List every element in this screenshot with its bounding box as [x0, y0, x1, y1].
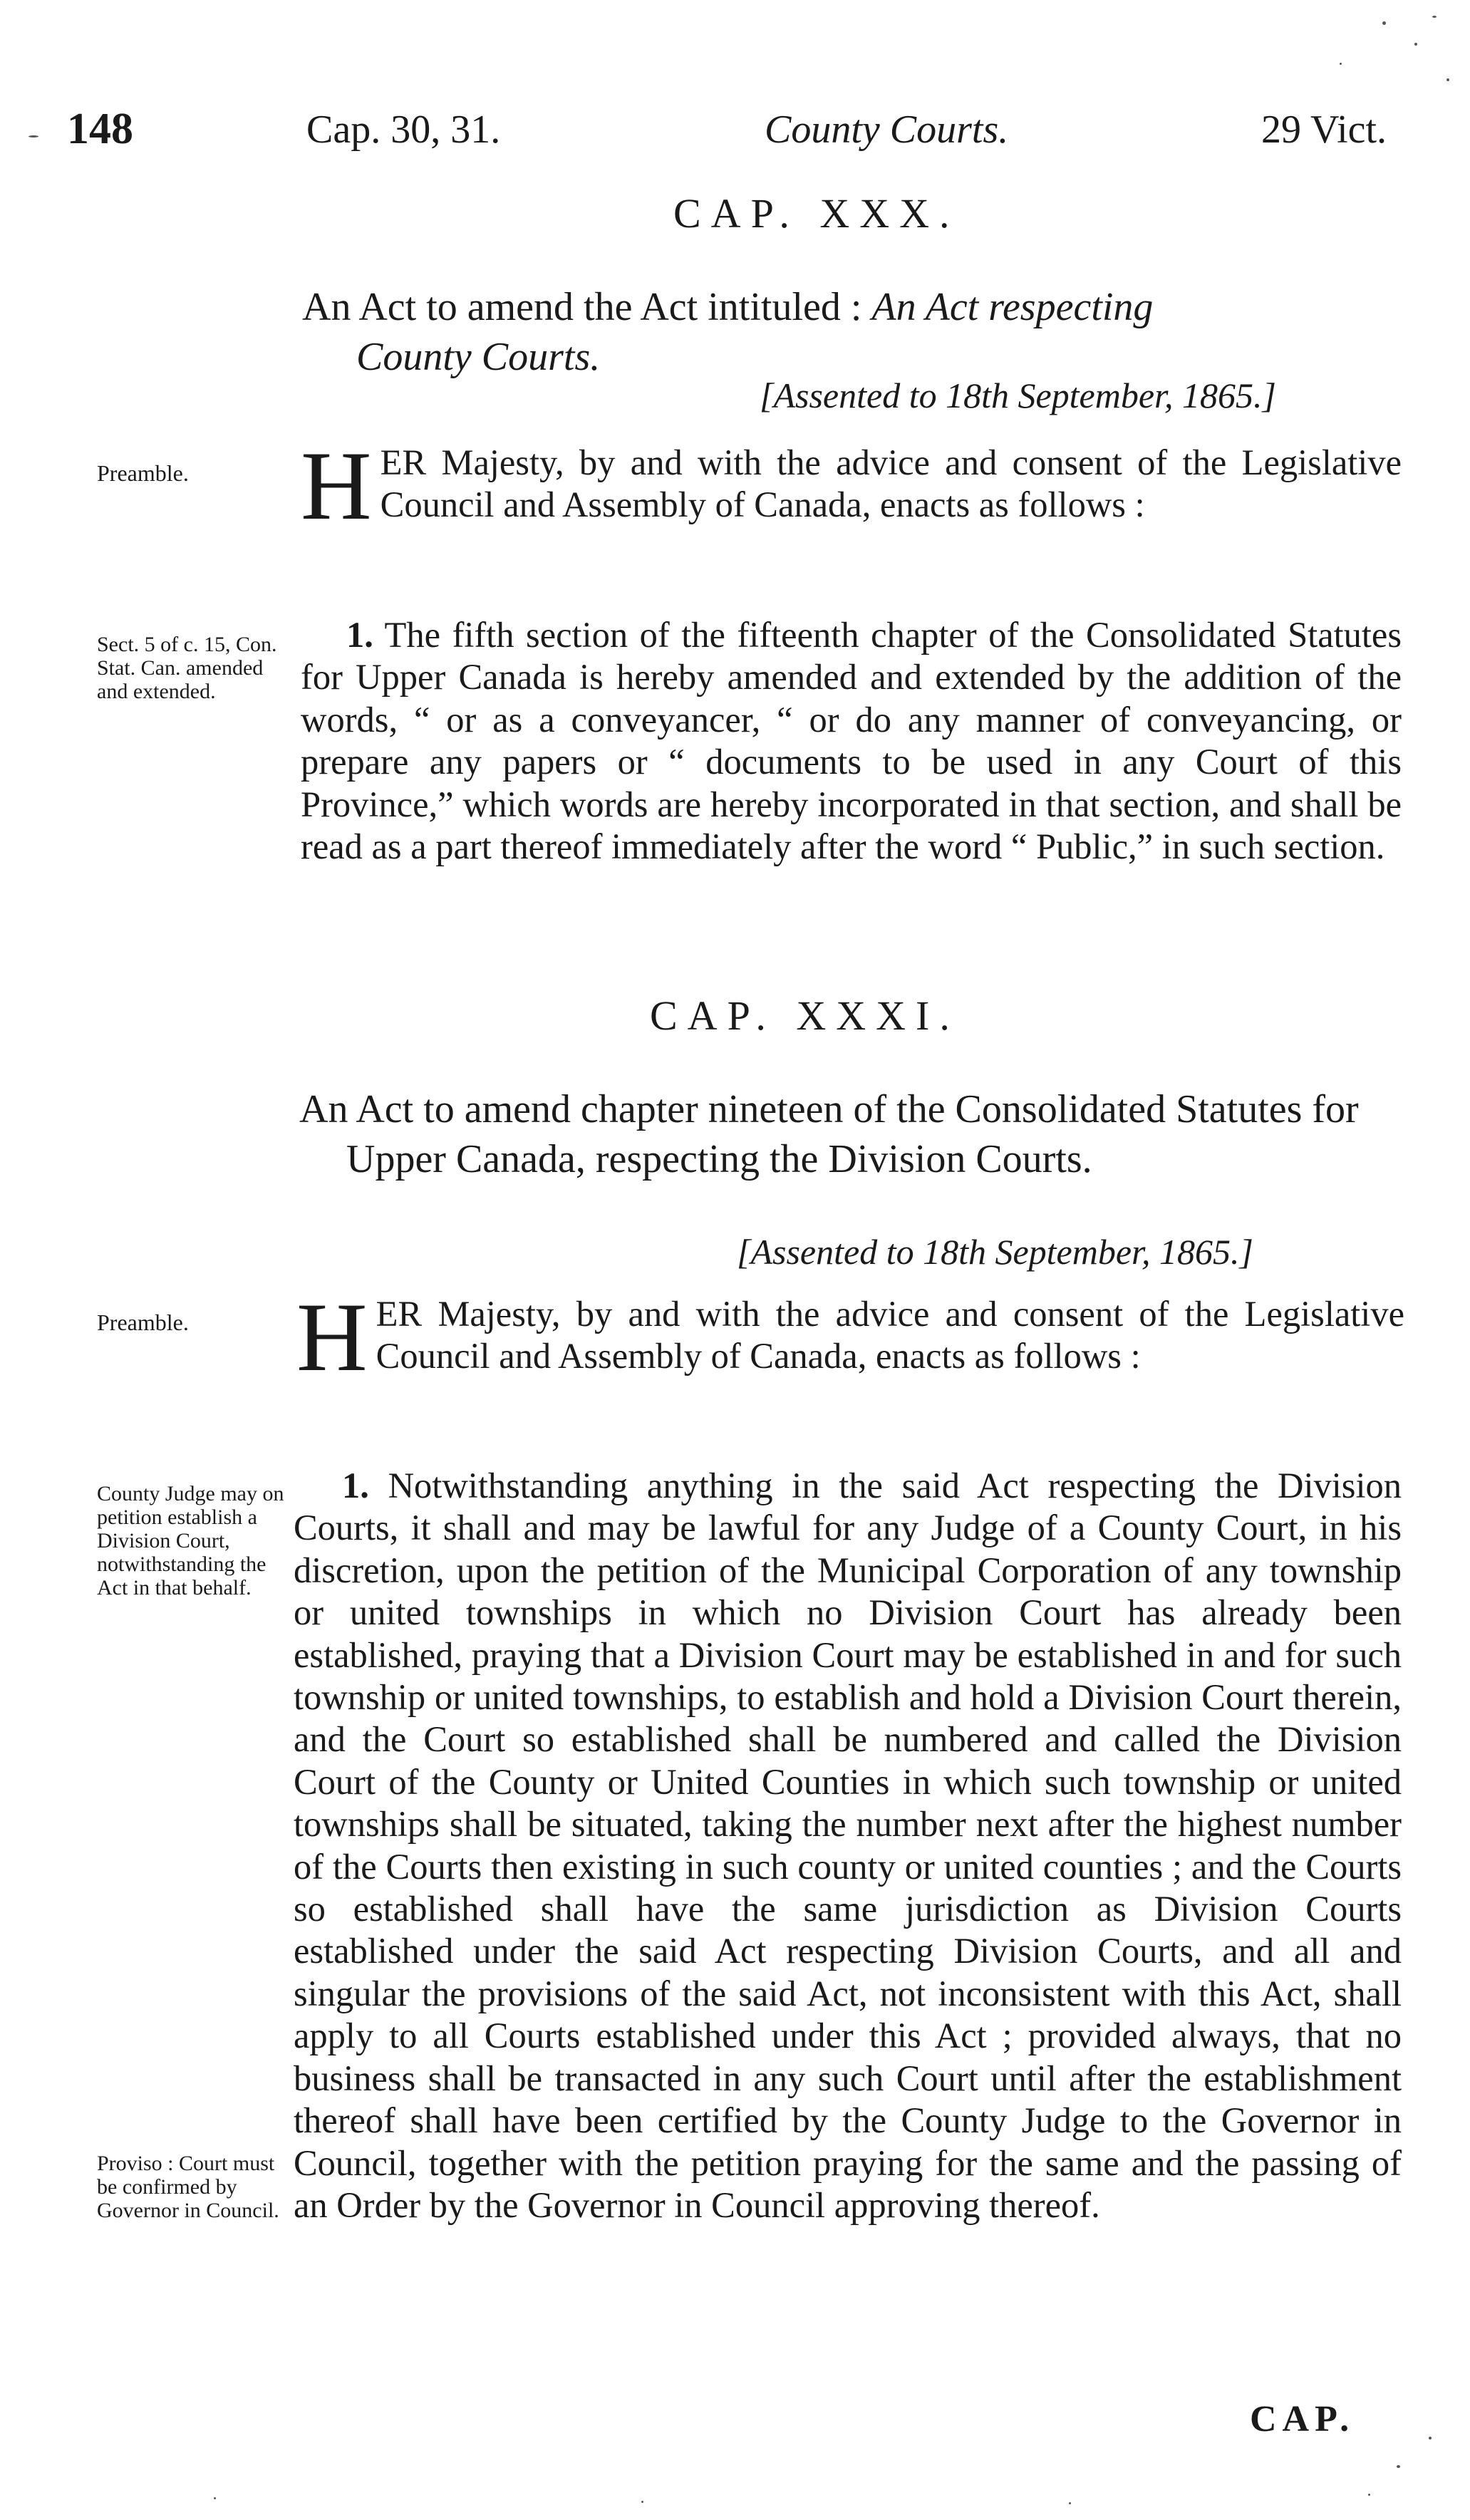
- cap-30-section-1: [301, 614, 1402, 868]
- cap-30-title-line2: County Courts.: [356, 335, 601, 379]
- cap-30-preamble-text: ER Majesty, by and with the advice and consent of the Legislative Council and Assembly of Canada, enacts as follows :: [380, 442, 1402, 525]
- cap-30-preamble-note: Preamble.: [97, 460, 189, 486]
- cap-31-section-1-number: 1.: [342, 1466, 369, 1505]
- cap-30-section-1-note: Sect. 5 of c. 15, Con. Stat. Can. amended and extended.: [97, 633, 277, 703]
- cap-31-preamble-text: ER Majesty, by and with the advice and consent of the Legislative Council and Assembly of Canada, enacts as follows :: [376, 1294, 1404, 1376]
- cap-31-section-1-note: County Judge may on petition establish a Division Court, notwithstanding the Act in that behalf.: [97, 1482, 284, 1599]
- page-number: 148: [67, 105, 133, 153]
- cap-31-section-1: [294, 1465, 1402, 2226]
- running-head-title: County Courts.: [765, 108, 1009, 152]
- cap-31-dropcap: H: [296, 1282, 368, 1391]
- cap-31-title: [299, 1084, 1411, 1184]
- cap-30-preamble: [301, 431, 1402, 540]
- cap-31-assent: [Assented to 18th September, 1865.]: [737, 1232, 1253, 1272]
- running-head-year: 29 Vict.: [1261, 108, 1387, 152]
- catchword: CAP.: [1250, 2399, 1355, 2439]
- cap-31-title-text: An Act to amend chapter nineteen of the Consolidated Statutes for Upper Canada, respecting the Division Courts.: [299, 1087, 1359, 1181]
- cap-30-section-1-number: 1.: [346, 615, 373, 655]
- cap-30-title: [302, 282, 1414, 382]
- cap-30-title-italic: An Act respecting: [871, 285, 1154, 329]
- cap-30-title-prefix: An Act to amend the Act intituled :: [302, 285, 872, 329]
- cap-31-preamble-note: Preamble.: [97, 1310, 189, 1335]
- cap-31-section-1-text: Notwithstanding anything in the said Act respecting the Division Courts, it shall and may be lawful for any Judge of a County Court, in his discretion, upon the petition of the Municipal Corporation of any township or united townships in which no Division Court has already been established, praying that a Division Court may be established in and for such township or united townships, to establish and hold a Division Court therein, and the Court so established shall be numbered and called the Division Court of the County or United Counties in which such township or united townships shall be situated, taking the number next after the highest number of the Courts then existing in such county or united counties ; and the Courts so established shall have the same jurisdiction as Division Courts established under the said Act respecting Division Courts, and all and singular the provisions of the said Act, not inconsistent with this Act, shall apply to all Courts established under this Act ; provided always, that no business shall be transacted in any such Court until after the establishment thereof shall have been certified by the County Judge to the Governor in Council, together with the petition praying for the same and the passing of an Order by the Governor in Council approving thereof.: [294, 1466, 1402, 2225]
- cap-31-heading: CAP. XXXI.: [650, 992, 960, 1039]
- cap-30-heading: CAP. XXX.: [673, 190, 960, 237]
- cap-30-section-1-text: The fifth section of the fifteenth chapter of the Consolidated Statutes for Upper Canada is hereby amended and extended by the addition of the words, “ or as a conveyancer, “ or do any manner of conveyancing, or prepare any papers or “ documents to be used in any Court of this Province,” which words are hereby incorporated in that section, and shall be read as a part thereof immediately after the word “ Public,” in such section.: [301, 615, 1402, 867]
- cap-30-assent: [Assented to 18th September, 1865.]: [760, 375, 1276, 415]
- cap-31-preamble: [296, 1282, 1404, 1391]
- running-head-chapters: Cap. 30, 31.: [306, 108, 501, 152]
- cap-31-proviso-note: Proviso : Court must be confirmed by Governor in Council.: [97, 2152, 279, 2222]
- cap-30-dropcap: H: [301, 431, 372, 540]
